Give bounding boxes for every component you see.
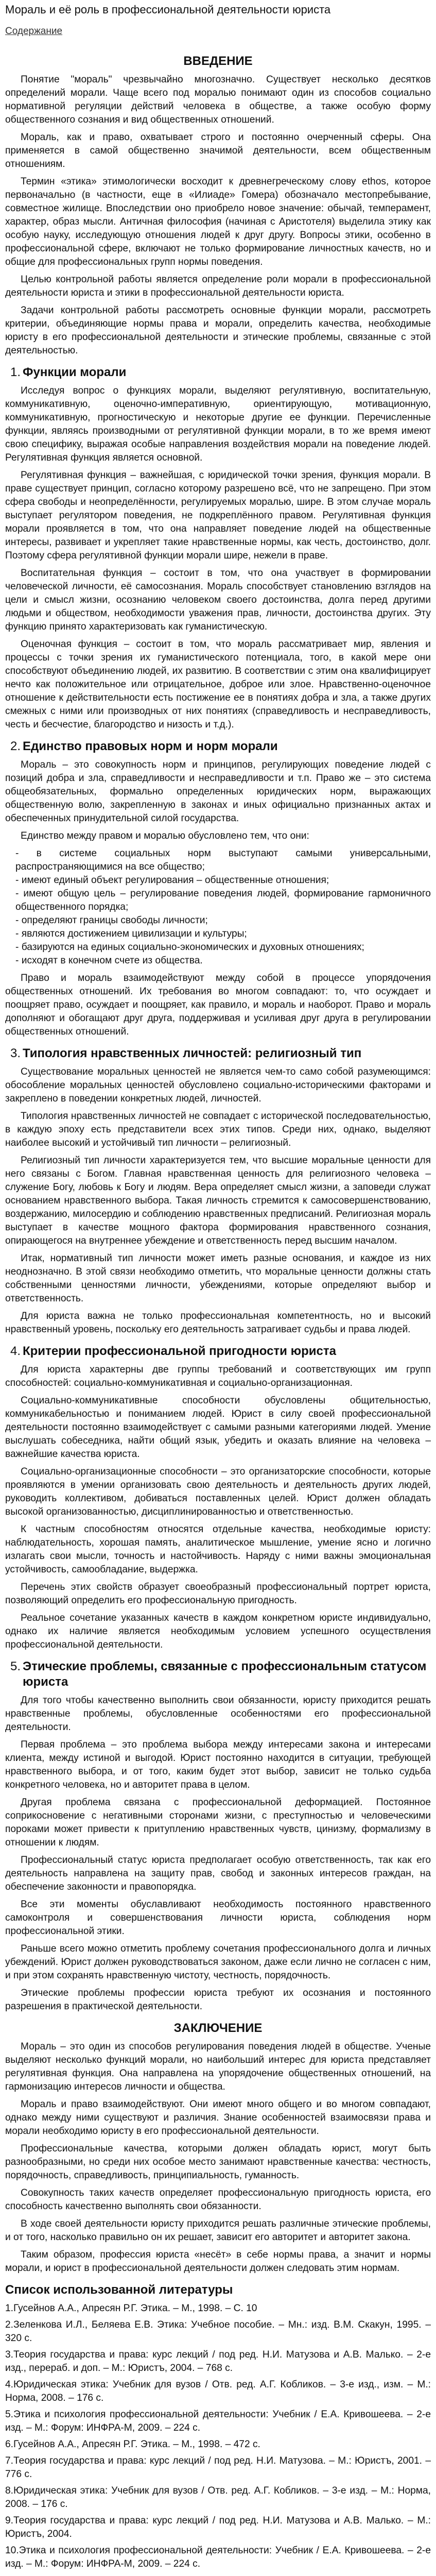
paragraph: Типология нравственных личностей не совпадает с исторической последовательностью, в каждую эпоху есть представители всех этих типов. Среди них, однако, выделяют наиболее высокий и устойчивый тип личности – религиозный. <box>5 1111 431 1148</box>
page-title: Мораль и её роль в профессиональной деятельности юриста <box>5 3 331 16</box>
paragraph: Для юриста характерны две группы требований и соответствующих им групп способностей: социально-коммуникативная и социально-организационная. <box>5 1364 431 1388</box>
section-2 <box>5 758 431 1039</box>
paragraph: Профессиональные качества, которыми должен обладать юрист, могут быть разнообразными, но среди них особое место занимают нравственные качества: честность, порядочность, справедливость, принципиальность, гуманность. <box>5 2143 431 2181</box>
paragraph: Первая проблема – это проблема выбора между интересами закона и интересами клиента, между истиной и выгодой. Юрист постоянно находится в ситуации, требующей нравственного выбора, и от того, каким будет этот выбор, зависит не только судьба конкретного человека, но и авторитет права в целом. <box>5 1739 431 1790</box>
section-1-heading <box>10 365 431 380</box>
section-number: 4. <box>10 1344 21 1358</box>
reference-item: 5.Этика и психология профессиональной деятельности: Учебник / Е.А. Кривошеева. – 2-е изд. – М.: Форум: ИНФРА-М, 2009. – 224 с. <box>5 2409 431 2433</box>
conclusion-section <box>5 2040 431 2275</box>
section-4 <box>5 1363 431 1652</box>
section-5-heading <box>10 1659 431 1690</box>
paragraph: Для юриста важна не только профессиональная компетентность, но и высокий нравственный уровень, поскольку его деятельность затрагивает судьбы и права людей. <box>5 1311 431 1335</box>
paragraph: В ходе своей деятельности юристу приходится решать различные этические проблемы, и от того, насколько правильно он их решает, зависит его авторитет и авторитет закона. <box>5 2218 431 2243</box>
paragraph: Право и мораль взаимодействуют между собой в процессе упорядочения общественных отношений. Их требования во многом совпадают: то, что осуждает и поощряет право, осуждает и поощряет, как правило, и мораль и наоборот. Право и мораль дополняют и обогащают друг друга, поддерживая и усиливая друг друга в регулировании общественных отношений. <box>5 973 431 1037</box>
section-title: Единство правовых норм и норм морали <box>23 739 278 753</box>
list-item: - являются достижением цивилизации и культуры; <box>15 927 431 941</box>
list-item: - имеют общую цель – регулирование поведения людей, формирование гармоничного общественного порядка; <box>15 887 431 914</box>
paragraph: Мораль – это один из способов регулирования поведения людей в обществе. Ученые выделяют несколько функций морали, но наибольший интерес для юриста представляет регулятивная функция. Она направлена на упорядочение общественных отношений, на гармонизацию интересов личности и общества. <box>5 2041 431 2092</box>
section-title: Этические проблемы, связанные с профессиональным статусом юриста <box>23 1659 427 1689</box>
paragraph: Мораль, как и право, охватывает строго и постоянно очерченный сферы. Она применяется в самой общественно значимой деятельности, всем общественным отношениям. <box>5 132 431 170</box>
reference-item: 7.Теория государства и права: курс лекций / под ред. Н.И. Матузова. – М.: Юристъ, 2001. – 776 с. <box>5 2455 431 2480</box>
paragraph: Оценочная функция – состоит в том, что мораль рассматривает мир, явления и процессы с точки зрения их гуманистического потенциала, того, в какой мере они способствуют объединению людей, их развитию. В соответствии с этим она квалифицирует нечто как положительное или отрицательное, доброе или злое. Нравственно-оценочное отношение к действительности есть постижение ее в понятиях добра и зла, а также других смежных с ними или производных от них понятиях (справедливость и несправедливость, честь и бесчестие, благородство и низость и т.д.). <box>5 639 431 730</box>
paragraph: Для того чтобы качественно выполнить свои обязанности, юристу приходится решать нравственные проблемы, обусловленные особенностями его профессиональной деятельности. <box>5 1695 431 1733</box>
paragraph: Социально-коммуникативные способности обусловлены общительностью, коммуникабельностью и пониманием людей. Юрист в силу своей профессиональной деятельности постоянно взаимодействует с самыми разными категориями людей. Умение выслушать собеседника, найти общий язык, убедить и оказать влияние на человека – важнейшие качества юриста. <box>5 1395 431 1460</box>
conclusion-heading: ЗАКЛЮЧЕНИЕ <box>173 2021 263 2035</box>
paragraph: Мораль и право взаимодействуют. Они имеют много общего и во многом совпадают, однако между ними существуют и различия. Знание особенностей взаимосвязи права и морали необходимо юристу в его профессиональной деятельности. <box>5 2099 431 2137</box>
section-number: 1. <box>10 365 21 379</box>
section-number: 2. <box>10 739 21 753</box>
section-title: Типология нравственных личностей: религиозный тип <box>23 1046 362 1060</box>
section-2-heading <box>10 739 431 754</box>
paragraph: Другая проблема связана с профессиональной деформацией. Постоянное соприкосновение с негативными сторонами жизни, с преступностью и человеческими пороками может привести к притуплению нравственных чувств, цинизму, формализму в отношении к людям. <box>5 1797 431 1848</box>
section-title: Критерии профессиональной пригодности юриста <box>23 1344 336 1358</box>
document-body <box>5 22 431 2576</box>
paragraph: Все эти моменты обуславливают необходимость постоянного нравственного самоконтроля и совершенствования личности юриста, соблюдения норм профессиональной этики. <box>5 1899 431 1937</box>
paragraph: Единство между правом и моралью обусловлено тем, что они: <box>21 831 309 841</box>
paragraph: Социально-организационные способности – это организаторские способности, которые проявляются в умении организовать свою деятельность и деятельность других людей, руководить коллективом, добиваться поставленных целей. Юрист должен обладать высокой организованностью, дисциплинированностью и ответственностью. <box>5 1466 431 1517</box>
list-item: - в системе социальных норм выступают самыми универсальными, распространяющимися на все общество; <box>15 847 431 874</box>
reference-item: 6.Гусейнов А.А., Апресян Р.Г. Этика. – М., 1998. – 472 с. <box>5 2439 260 2450</box>
paragraph: К частным способностям относятся отдельные качества, необходимые юристу: наблюдательность, хорошая память, аналитическое мышление, умение ясно и логично излагать свои мысли, точность и настойчивость. Наряду с ними важны эмоциональная устойчивость, самообладание, выдержка. <box>5 1524 431 1575</box>
section-number: 3. <box>10 1046 21 1060</box>
paragraph: Термин «этика» этимологически восходит к древнегреческому слову ethos, которое первоначально (в частности, еще в «Илиаде» Гомера) обозначало местопребывание, совместное жилище. Впоследствии оно приобрело новое значение: обычай, темперамент, характер, образ мысли. Античная философия (начиная с Аристотеля) выделила этику как особую науку, исследующую отношения людей к друг другу. Вопросы этики, особенно в профессиональной сфере, включают не только формирование личностных качеств, но и общие для профессиональных групп нормы поведения. <box>5 176 431 267</box>
section-title: Функции морали <box>23 365 127 379</box>
reference-item: 3.Теория государства и права: курс лекций / под ред. Н.И. Матузова и А.В. Малько. – 2-е изд., перераб. и доп. – М.: Юристъ, 2004. – 768 с. <box>5 2349 431 2374</box>
paragraph: Мораль – это совокупность норм и принципов, регулирующих поведение людей с позиций добра и зла, справедливости и несправедливости и т.п. Право же – это система общеобязательных, формально определенных юридических норм, выражающих общественную волю, закрепленную в законах и иных официально признанных актах и обеспеченных принудительной силой государства. <box>5 759 431 824</box>
paragraph: Итак, нормативный тип личности может иметь разные основания, и каждое из них неоднозначно. В этой связи необходимо отметить, что моральные ценности должны стать собственными ценностями личности, убеждениями, которые определяют выбор и ответственность. <box>5 1253 431 1304</box>
paragraph: Таким образом, профессия юриста «несёт» в себе нормы права, а значит и нормы морали, и юрист в профессиональной деятельности должен следовать этим нормам. <box>5 2249 431 2274</box>
section-number: 5. <box>10 1659 21 1673</box>
paragraph: Реальное сочетание указанных качеств в каждом конкретном юристе индивидуально, однако их наличие является необходимым условием успешного осуществления профессиональной деятельности. <box>5 1613 431 1650</box>
section-4-heading <box>10 1344 431 1359</box>
reference-item: 9.Теория государства и права: курс лекций / под ред. Н.И. Матузова и А.В. Малько. – М.: Юристъ, 2004. <box>5 2515 431 2539</box>
criteria-list <box>5 847 431 968</box>
section-5 <box>5 1694 431 2013</box>
list-item: - базируются на единых социально-экономических и духовных отношениях; <box>15 941 431 954</box>
paragraph: Исследуя вопрос о функциях морали, выделяют регулятивную, воспитательную, коммуникативную, оценочно-императивную, ориентирующую, мотивационную, коммуникативную, прогностическую и некоторые другие ее функции. Перечисленные функции, являясь производными от регулятивной функции морали, в то же время имеют свою специфику, выражая особые направления воздействия морали на поведение людей. Регулятивная функция является основной. <box>5 385 431 463</box>
list-item: - определяют границы свободы личности; <box>15 914 431 927</box>
reference-item: 1.Гусейнов А.А., Апресян Р.Г. Этика. – М., 1998. – С. 10 <box>5 2303 257 2314</box>
reference-item: 2.Зеленкова И.Л., Беляева Е.В. Этика: Учебное пособие. – Мн.: изд. В.М. Скакун, 1995. – 320 с. <box>5 2319 431 2344</box>
reference-item: 8.Юридическая этика: Учебник для вузов / Отв. ред. А.Г. Кобликов. – 3-е изд. – М.: Норма, 2008. – 176 с. <box>5 2485 431 2510</box>
references-heading: Список использованной литературы <box>5 2283 233 2297</box>
paragraph: Задачи контрольной работы рассмотреть основные функции морали, рассмотреть критерии, объединяющие нормы права и морали, определить качества, необходимые юристу в его профессиональной деятельности и этические проблемы, связанные с этой деятельностью. <box>5 305 431 356</box>
list-item: - исходят в конечном счете из общества. <box>15 954 431 968</box>
paragraph: Религиозный тип личности характеризуется тем, что высшие моральные ценности для него связаны с Богом. Главная нравственная ценность для религиозного человека – служение Богу, любовь к Богу и людям. Вера определяет смысл жизни, а заповеди служат основанием нравственного выбора. Такая личность стремится к самосовершенствованию, воздержанию, милосердию и соблюдению нравственных предписаний. Религиозная мораль выступает в качестве мощного фактора формирования нравственного сознания, опирающегося на внутреннее убеждение и ответственность перед высшим началом. <box>5 1155 431 1246</box>
section-3 <box>5 1065 431 1336</box>
introduction-section <box>5 73 431 358</box>
paragraph: Раньше всего можно отметить проблему сочетания профессионального долга и личных убеждений. Юрист должен руководствоваться законом, даже если лично не согласен с ним, и при этом сохранять нравственную чистоту, честность, порядочность. <box>5 1943 431 1981</box>
paragraph: Совокупность таких качеств определяет профессиональную пригодность юриста, его способность качественно выполнять свои обязанности. <box>5 2188 431 2212</box>
section-1 <box>5 384 431 732</box>
paragraph: Этические проблемы профессии юриста требуют их осознания и постоянного разрешения в практической деятельности. <box>5 1988 431 2012</box>
paragraph: Воспитательная функция – состоит в том, что она участвует в формировании человеческой личности, её самосознания. Мораль способствует становлению взглядов на цели и смысл жизни, осознанию человеком своего достоинства, долга перед другими людьми и обществом, необходимости уважения прав, личности, достоинства других. Эту функцию принято характеризовать как гуманистическую. <box>5 568 431 632</box>
reference-item: 4.Юридическая этика: Учебник для вузов / Отв. ред. А.Г. Кобликов. – 3-е изд., изм. – М.: Норма, 2008. – 176 с. <box>5 2379 431 2403</box>
list-item: - имеют единый объект регулирования – общественные отношения; <box>15 874 431 887</box>
section-3-heading <box>10 1046 431 1061</box>
paragraph: Перечень этих свойств образует своеобразный профессиональный портрет юриста, позволяющий определить его профессиональную пригодность. <box>5 1582 431 1606</box>
paragraph: Регулятивная функция – важнейшая, с юридической точки зрения, функция морали. В праве существует принцип, согласно которому разрешено всё, что не запрещено. При этом сфера свободы и неопределённости, регулируемых моралью, шире. В этом случае мораль выступает регулятором поведения, не подкреплённого правом. Регулятивная функция морали проявляется в том, что она направляет поведение людей на общественные интересы, развивает и укрепляет такие нравственные нормы, как честь, достоинство, долг. Поэтому сфера регулятивной функции морали шире, нежели в праве. <box>5 470 431 561</box>
contents-link[interactable]: Содержание <box>5 26 63 37</box>
paragraph: Существование моральных ценностей не является чем-то само собой разумеющимся: обособление моральных ценностей обусловлено социально-историческими факторами и закреплено в поведении конкретных людей, личностей. <box>5 1066 431 1104</box>
introduction-heading: ВВЕДЕНИЕ <box>183 54 253 68</box>
reference-item: 10.Этика и психология профессиональной деятельности: Учебник / Е.А. Кривошеева. – 2-е изд. – М.: Форум: ИНФРА-М, 2009. – 224 с. <box>5 2545 431 2569</box>
paragraph: Профессиональный статус юриста предполагает особую ответственность, так как его деятельность направлена на защиту прав, свобод и законных интересов граждан, на обеспечение законности и правопорядка. <box>5 1855 431 1892</box>
paragraph: Целью контрольной работы является определение роли морали в профессиональной деятельности юриста и этики в профессиональной деятельности юриста. <box>5 274 431 298</box>
references-list <box>5 2302 431 2571</box>
paragraph: Понятие "мораль" чрезвычайно многозначно. Существует несколько десятков определений морали. Чаще всего под моралью понимают один из способов социально нормативной регуляции действий человека в обществе, а также особую форму общественного сознания и вид общественных отношений. <box>5 74 431 125</box>
